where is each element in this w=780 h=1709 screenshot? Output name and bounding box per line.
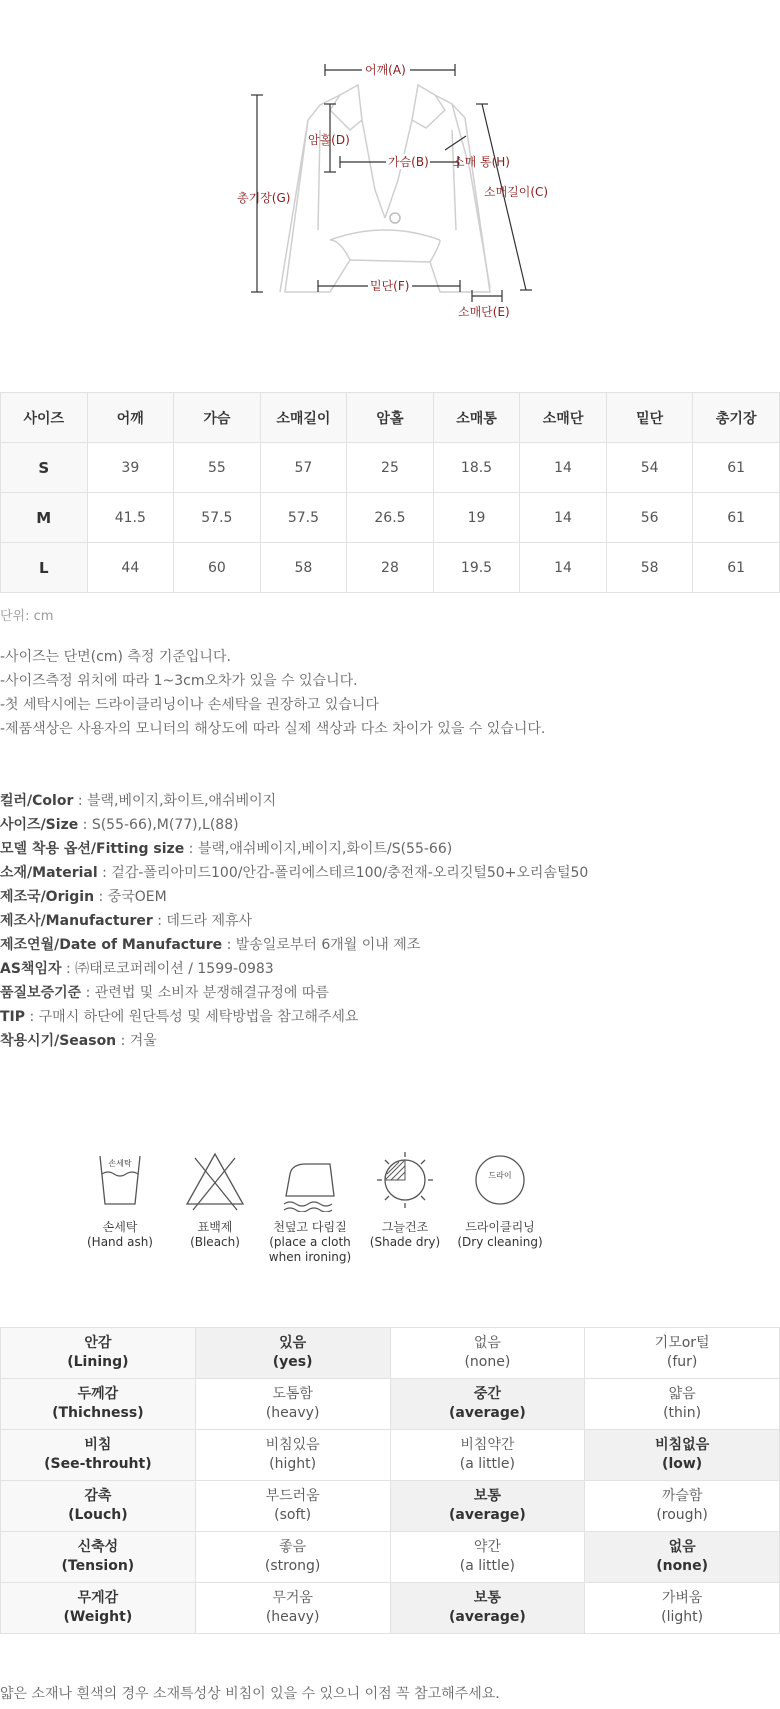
fabric-option-en: (yes) xyxy=(272,1354,313,1370)
fabric-option-selected xyxy=(585,1532,780,1583)
size-header-cell: 암홀 xyxy=(347,393,434,443)
spec-key: 착용시기/Season xyxy=(0,1033,117,1049)
size-cell: 60 xyxy=(174,543,261,593)
fabric-option xyxy=(390,1532,585,1583)
size-header-cell: 총기장 xyxy=(693,393,780,443)
fabric-row-see-through xyxy=(1,1430,780,1481)
chest-label: 가슴(B) xyxy=(388,155,429,169)
fabric-option-ko: 보통 xyxy=(473,1488,501,1504)
fabric-option-ko: 좋음 xyxy=(279,1539,307,1555)
handwash-icon xyxy=(90,1148,150,1212)
size-cell: 61 xyxy=(693,443,780,493)
spec-as xyxy=(0,957,588,981)
fabric-option-en: (thin) xyxy=(663,1405,702,1421)
fabric-option-ko: 도톰함 xyxy=(272,1386,313,1402)
size-cell: 25 xyxy=(347,443,434,493)
spec-quality xyxy=(0,981,588,1005)
spec-key: AS책임자 xyxy=(0,961,62,977)
fabric-row-weight xyxy=(1,1583,780,1634)
fabric-row-touch xyxy=(1,1481,780,1532)
fabric-option xyxy=(585,1379,780,1430)
care-label-line: 그늘건조 xyxy=(381,1220,429,1234)
care-instructions xyxy=(70,1148,543,1278)
spec-origin xyxy=(0,885,588,909)
size-header-cell: 가슴 xyxy=(174,393,261,443)
fabric-head-ko: 감촉 xyxy=(84,1488,112,1504)
care-label-line: (Shade dry) xyxy=(369,1235,441,1249)
care-label xyxy=(450,1220,550,1250)
spec-value: : 중국OEM xyxy=(94,889,167,905)
care-label xyxy=(165,1220,265,1250)
spec-date xyxy=(0,933,588,957)
size-label: L xyxy=(1,543,88,593)
size-table-header-row xyxy=(1,393,780,443)
fabric-option-ko: 기모or털 xyxy=(654,1335,710,1351)
size-cell: 19.5 xyxy=(433,543,520,593)
fabric-row-head xyxy=(1,1481,196,1532)
fabric-option-en: (light) xyxy=(661,1609,704,1625)
spec-size xyxy=(0,813,588,837)
size-label: S xyxy=(1,443,88,493)
care-item-bleach xyxy=(165,1148,265,1250)
fabric-head-en: (Lining) xyxy=(67,1354,129,1370)
fabric-option xyxy=(585,1328,780,1379)
fabric-head-en: (Weight) xyxy=(63,1609,133,1625)
spec-value: : ㈜태로코퍼레이션 / 1599-0983 xyxy=(61,961,274,977)
fabric-row-lining xyxy=(1,1328,780,1379)
dry-cleaning-icon-text: 드라이 xyxy=(488,1171,512,1180)
fabric-head-ko: 비침 xyxy=(84,1437,112,1453)
fabric-row-tension xyxy=(1,1532,780,1583)
care-label-line: (Bleach) xyxy=(190,1235,240,1249)
size-cell: 26.5 xyxy=(347,493,434,543)
no-bleach-icon xyxy=(183,1148,247,1212)
fabric-option-ko: 없음 xyxy=(668,1539,696,1555)
fabric-option-ko: 비침있음 xyxy=(265,1437,320,1453)
fabric-option-en: (heavy) xyxy=(265,1609,320,1625)
spec-key: 제조국/Origin xyxy=(0,889,95,905)
care-label-line: 손세탁 xyxy=(102,1220,138,1234)
spec-tip xyxy=(0,1005,588,1029)
fabric-option-en: (none) xyxy=(464,1354,511,1370)
fabric-option xyxy=(195,1430,390,1481)
fabric-head-en: (See-throuht) xyxy=(44,1456,152,1472)
spec-material xyxy=(0,861,588,885)
care-label-line: 드라이클리닝 xyxy=(465,1220,535,1234)
size-header-cell: 어깨 xyxy=(87,393,174,443)
fabric-option-ko: 있음 xyxy=(279,1335,307,1351)
fabric-option-en: (rough) xyxy=(656,1507,708,1523)
size-cell: 18.5 xyxy=(433,443,520,493)
size-cell: 14 xyxy=(520,543,607,593)
hem-label: 밑단(F) xyxy=(370,279,410,293)
care-label xyxy=(355,1220,455,1250)
handwash-icon-text: 손세탁 xyxy=(108,1159,132,1168)
size-row-m xyxy=(1,493,780,543)
care-label-line: 표백제 xyxy=(197,1220,233,1234)
fabric-option-ko: 가벼움 xyxy=(661,1590,703,1606)
fabric-row-head xyxy=(1,1583,196,1634)
fabric-option-en: (a little) xyxy=(459,1558,515,1574)
fabric-option xyxy=(390,1430,585,1481)
sleeve-width-label: 소매 통(H) xyxy=(453,155,510,169)
cuff-label: 소매단(E) xyxy=(458,305,510,319)
spec-key: 제조사/Manufacturer xyxy=(0,913,153,929)
care-label-line: (place a cloth xyxy=(269,1235,351,1249)
size-cell: 58 xyxy=(260,543,347,593)
spec-key: 소재/Material xyxy=(0,865,98,881)
size-cell: 54 xyxy=(606,443,693,493)
fabric-option-en: (heavy) xyxy=(265,1405,320,1421)
fabric-option xyxy=(195,1481,390,1532)
fabric-option-ko: 부드러움 xyxy=(265,1488,320,1504)
fabric-option-en: (average) xyxy=(449,1507,526,1523)
fabric-option xyxy=(195,1583,390,1634)
fabric-row-head xyxy=(1,1430,196,1481)
fabric-table xyxy=(0,1327,780,1634)
note-line: -사이즈측정 위치에 따라 1~3cm오차가 있을 수 있습니다. xyxy=(0,673,358,689)
fabric-option-en: (hight) xyxy=(269,1456,317,1472)
fabric-option-en: (average) xyxy=(449,1405,526,1421)
size-cell: 39 xyxy=(87,443,174,493)
fabric-option-selected xyxy=(390,1583,585,1634)
spec-value: : 블랙,베이지,화이트,애쉬베이지 xyxy=(73,793,277,809)
size-cell: 14 xyxy=(520,443,607,493)
fabric-option-en: (fur) xyxy=(666,1354,698,1370)
fabric-option-ko: 약간 xyxy=(473,1539,501,1555)
dry-cleaning-icon xyxy=(468,1148,532,1212)
size-cell: 41.5 xyxy=(87,493,174,543)
shade-dry-icon xyxy=(373,1148,437,1212)
size-cell: 44 xyxy=(87,543,174,593)
spec-season xyxy=(0,1029,588,1053)
care-item-dry-clean xyxy=(450,1148,550,1250)
spec-value: : 발송일로부터 6개월 이내 제조 xyxy=(222,937,421,953)
size-cell: 56 xyxy=(606,493,693,543)
size-row-l xyxy=(1,543,780,593)
fabric-option-en: (none) xyxy=(656,1558,709,1574)
fabric-row-thickness xyxy=(1,1379,780,1430)
spec-key: 컬러/Color xyxy=(0,793,74,809)
size-label: M xyxy=(1,493,88,543)
armhole-label: 암홀(D) xyxy=(308,133,350,147)
spec-key: 모델 착용 옵션/Fitting size xyxy=(0,841,185,857)
iron-cloth-icon xyxy=(278,1148,342,1212)
spec-value: : 블랙,애쉬베이지,베이지,화이트/S(55-66) xyxy=(184,841,453,857)
care-label-line: 천덮고 다림질 xyxy=(273,1220,347,1234)
care-label xyxy=(260,1220,360,1265)
spec-value: : 관련법 및 소비자 분쟁해결규정에 따름 xyxy=(81,985,329,1001)
jacket-illustration xyxy=(190,0,590,370)
fabric-option-selected xyxy=(195,1328,390,1379)
fabric-option-ko: 비침없음 xyxy=(655,1437,710,1453)
fabric-row-head xyxy=(1,1328,196,1379)
footnote: 얇은 소재나 흰색의 경우 소재특성상 비침이 있을 수 있으니 이점 꼭 참고해주세요. xyxy=(0,1686,500,1702)
fabric-option-selected xyxy=(390,1481,585,1532)
size-cell: 61 xyxy=(693,493,780,543)
care-label-line: (Hand ash) xyxy=(87,1235,153,1249)
fabric-option xyxy=(585,1481,780,1532)
size-cell: 57.5 xyxy=(260,493,347,543)
care-item-iron xyxy=(260,1148,360,1265)
fabric-option xyxy=(195,1532,390,1583)
fabric-option-ko: 무거움 xyxy=(272,1590,313,1606)
note-line: -제품색상은 사용자의 모니터의 해상도에 따라 실제 색상과 다소 차이가 있을 수 있습니다. xyxy=(0,721,546,737)
shoulder-label: 어깨(A) xyxy=(365,63,406,77)
size-cell: 57.5 xyxy=(174,493,261,543)
spec-value: : 데드라 제휴사 xyxy=(152,913,253,929)
spec-value: : 겉감-폴리아미드100/안감-폴리에스테르100/충전재-오리깃털50+오리솜털50 xyxy=(97,865,589,881)
spec-key: TIP xyxy=(0,1009,26,1025)
fabric-option-ko: 얇음 xyxy=(668,1386,696,1402)
size-cell: 14 xyxy=(520,493,607,543)
spec-value: : 겨울 xyxy=(116,1033,157,1049)
fabric-head-en: (Thichness) xyxy=(52,1405,144,1421)
note-line: -첫 세탁시에는 드라이클리닝이나 손세탁을 권장하고 있습니다 xyxy=(0,697,379,713)
fabric-head-ko: 무게감 xyxy=(77,1590,119,1606)
fabric-option-en: (strong) xyxy=(264,1558,321,1574)
product-specs xyxy=(0,789,588,1053)
spec-fitting-size xyxy=(0,837,588,861)
fabric-option xyxy=(390,1328,585,1379)
fabric-option-selected xyxy=(390,1379,585,1430)
fabric-row-head xyxy=(1,1379,196,1430)
size-row-s xyxy=(1,443,780,493)
care-item-handwash xyxy=(70,1148,170,1250)
total-length-label: 총기장(G) xyxy=(237,191,291,205)
fabric-head-en: (Tension) xyxy=(61,1558,135,1574)
fabric-option-en: (a little) xyxy=(459,1456,515,1472)
size-cell: 28 xyxy=(347,543,434,593)
spec-key: 제조연월/Date of Manufacture xyxy=(0,937,223,953)
size-header-cell: 소매통 xyxy=(433,393,520,443)
size-table xyxy=(0,392,780,593)
size-cell: 58 xyxy=(606,543,693,593)
spec-value: : 구매시 하단에 원단특성 및 세탁방법을 참고해주세요 xyxy=(25,1009,359,1025)
fabric-option-ko: 중간 xyxy=(473,1386,501,1402)
fabric-option-selected xyxy=(585,1430,780,1481)
fabric-head-ko: 안감 xyxy=(84,1335,112,1351)
size-cell: 55 xyxy=(174,443,261,493)
care-label xyxy=(70,1220,170,1250)
size-header-cell: 소매단 xyxy=(520,393,607,443)
note-line: -사이즈는 단면(cm) 측정 기준입니다. xyxy=(0,649,231,665)
size-cell: 61 xyxy=(693,543,780,593)
fabric-option-ko: 보통 xyxy=(473,1590,501,1606)
care-item-shade-dry xyxy=(355,1148,455,1250)
fabric-head-ko: 신축성 xyxy=(77,1539,119,1555)
measurement-diagram xyxy=(190,0,590,370)
size-header-cell: 사이즈 xyxy=(1,393,88,443)
spec-value: : S(55-66),M(77),L(88) xyxy=(78,817,239,833)
spec-key: 품질보증기준 xyxy=(0,985,82,1001)
spec-color xyxy=(0,789,588,813)
care-label-line: (Dry cleaning) xyxy=(457,1235,543,1249)
size-notes xyxy=(0,645,545,741)
spec-manufacturer xyxy=(0,909,588,933)
fabric-option-ko: 까슬함 xyxy=(661,1488,703,1504)
fabric-option-en: (soft) xyxy=(274,1507,312,1523)
fabric-option-en: (low) xyxy=(662,1456,703,1472)
size-header-cell: 밑단 xyxy=(606,393,693,443)
size-cell: 19 xyxy=(433,493,520,543)
spec-key: 사이즈/Size xyxy=(0,817,79,833)
fabric-option-en: (average) xyxy=(449,1609,526,1625)
fabric-head-en: (Louch) xyxy=(68,1507,128,1523)
fabric-option-ko: 없음 xyxy=(473,1335,501,1351)
sleeve-length-label: 소매길이(C) xyxy=(484,185,549,199)
fabric-option xyxy=(195,1379,390,1430)
size-header-cell: 소매길이 xyxy=(260,393,347,443)
fabric-row-head xyxy=(1,1532,196,1583)
care-label-line: when ironing) xyxy=(268,1250,352,1264)
unit-note: 단위: cm xyxy=(0,609,54,624)
fabric-option xyxy=(585,1583,780,1634)
size-cell: 57 xyxy=(260,443,347,493)
fabric-option-ko: 비침약간 xyxy=(460,1437,515,1453)
fabric-head-ko: 두께감 xyxy=(77,1386,119,1402)
